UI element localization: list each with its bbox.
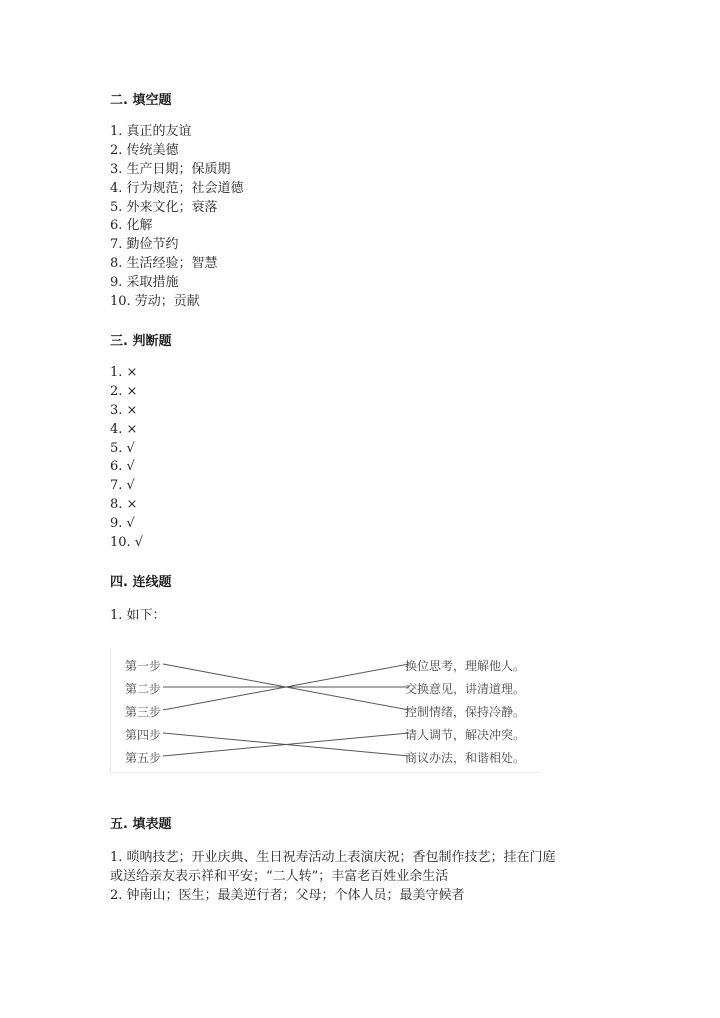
- list-item: 9. √: [110, 516, 135, 532]
- match-right-label: 换位思考，理解他人。: [405, 659, 526, 673]
- list-item: 1. ×: [110, 365, 138, 380]
- match-left-label: 第一步: [125, 659, 162, 673]
- section-5-answer-1-cont: 或送给亲友表示祥和平安；“二人转”；丰富老百姓业余生活: [110, 869, 449, 884]
- list-item: 6. 化解: [110, 218, 153, 234]
- section-4-intro: 1. 如下：: [110, 608, 166, 623]
- list-item: 4. ×: [110, 421, 138, 437]
- match-right-label: 请人调节，解决冲突。: [405, 728, 526, 742]
- list-item: 5. 外来文化；衰落: [110, 199, 218, 215]
- list-item: 4. 行为规范；社会道德: [110, 180, 244, 196]
- list-item: 8. 生活经验；智慧: [110, 256, 218, 272]
- list-item: 10. 劳动；贡献: [110, 294, 200, 310]
- list-item: 3. ×: [110, 402, 138, 418]
- list-item: 3. 生产日期；保质期: [110, 161, 231, 177]
- section-5-answer-1: 1. 唢呐技艺；开业庆典、生日祝寿活动上表演庆祝；香包制作技艺；挂在门庭: [110, 850, 556, 865]
- section-5-title: 五. 填表题: [110, 817, 172, 832]
- list-item: 2. 传统美德: [110, 142, 179, 158]
- match-left-label: 第三步: [125, 705, 162, 719]
- match-right-label: 交换意见，讲清道理。: [405, 682, 526, 696]
- section-3-title: 三. 判断题: [110, 334, 172, 349]
- list-item: 1. 真正的友谊: [110, 124, 192, 139]
- list-item: 2. ×: [110, 383, 138, 399]
- match-right-label: 商议办法，和谐相处。: [405, 751, 526, 765]
- section-2-title: 二. 填空题: [110, 93, 172, 108]
- list-item: 9. 采取措施: [110, 275, 179, 291]
- section-4-title: 四. 连线题: [110, 575, 172, 590]
- list-item: 6. √: [110, 459, 135, 475]
- match-left-label: 第五步: [125, 751, 162, 765]
- section-3-list: [110, 364, 143, 553]
- list-item: 10. √: [110, 535, 144, 551]
- list-item: 5. √: [110, 440, 135, 456]
- matching-diagram: [110, 648, 541, 773]
- match-left-label: 第二步: [125, 682, 162, 696]
- match-right-label: 控制情绪，保持冷静。: [405, 705, 526, 719]
- section-2-list: [110, 123, 244, 312]
- match-left-label: 第四步: [125, 728, 162, 742]
- list-item: 8. ×: [110, 497, 138, 513]
- list-item: 7. 勤俭节约: [110, 237, 179, 253]
- list-item: 7. √: [110, 478, 135, 494]
- section-5-answer-2: 2. 钟南山；医生；最美逆行者；父母；个体人员；最美守候者: [110, 888, 465, 903]
